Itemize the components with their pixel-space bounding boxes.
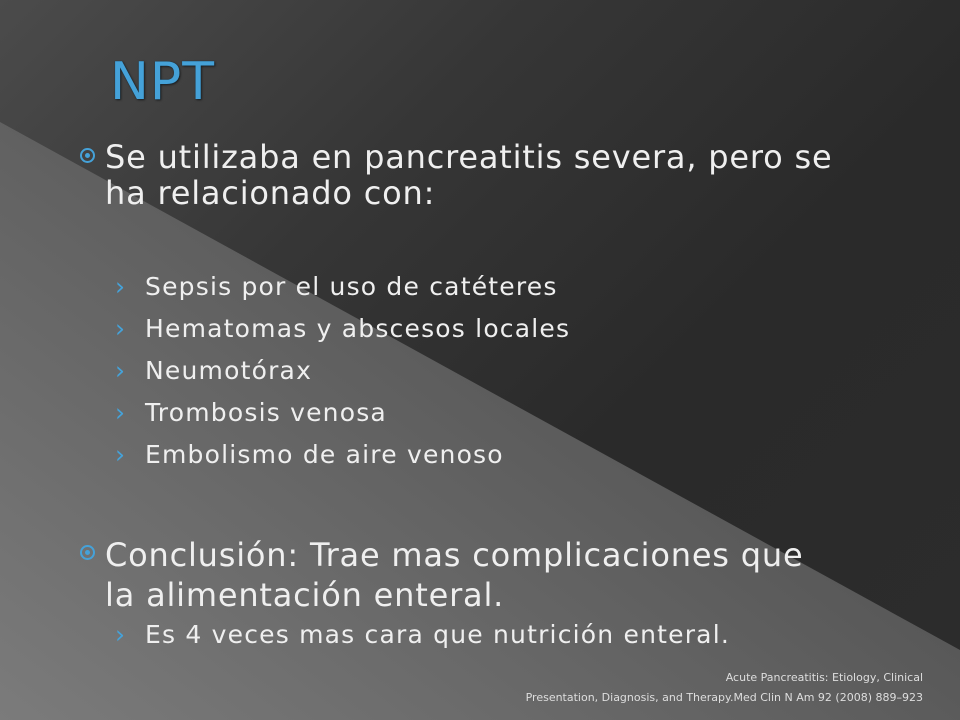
- citation-line: Presentation, Diagnosis, and Therapy.Med Clin N Am 92 (2008) 889–923: [525, 691, 923, 704]
- chevron-right-icon: ›: [115, 314, 125, 343]
- bullet-item: [80, 139, 880, 211]
- sub-bullet-item: [115, 392, 570, 434]
- circled-bullet-icon: [80, 148, 95, 163]
- bullet-item: [80, 535, 880, 615]
- chevron-right-icon: ›: [115, 620, 125, 649]
- bullet-text-line: la alimentación enteral.: [105, 576, 505, 614]
- sub-bullet-text: Hematomas y abscesos locales: [145, 314, 571, 343]
- bullet-text: [105, 139, 832, 211]
- sub-bullet-item: [115, 614, 730, 656]
- chevron-right-icon: ›: [115, 272, 125, 301]
- sub-bullet-text: Es 4 veces mas cara que nutrición enteral.: [145, 620, 730, 649]
- bullet-text-line: Conclusión: Trae mas complicaciones que: [105, 536, 804, 574]
- sub-bullet-text: Trombosis venosa: [145, 398, 387, 427]
- bullet-text-line: Se utilizaba en pancreatitis severa, pero se: [105, 138, 833, 176]
- sub-bullet-item: [115, 350, 570, 392]
- chevron-right-icon: ›: [115, 398, 125, 427]
- chevron-right-icon: ›: [115, 440, 125, 469]
- citation: [526, 668, 923, 708]
- circled-bullet-icon: [80, 545, 95, 560]
- bullet-text-line: ha relacionado con:: [105, 174, 436, 212]
- sub-bullet-item: [115, 308, 570, 350]
- citation-line: Acute Pancreatitis: Etiology, Clinical: [725, 671, 923, 684]
- slide-title: NPT: [110, 52, 216, 112]
- sub-bullet-text: Embolismo de aire venoso: [145, 440, 504, 469]
- sub-bullet-text: Neumotórax: [145, 356, 313, 385]
- sub-bullet-item: [115, 434, 570, 476]
- sub-bullet-item: [115, 266, 570, 308]
- sub-bullet-text: Sepsis por el uso de catéteres: [145, 272, 558, 301]
- chevron-right-icon: ›: [115, 356, 125, 385]
- sub-bullet-list: [115, 614, 730, 656]
- sub-bullet-list: [115, 266, 570, 476]
- bullet-text: [105, 535, 803, 615]
